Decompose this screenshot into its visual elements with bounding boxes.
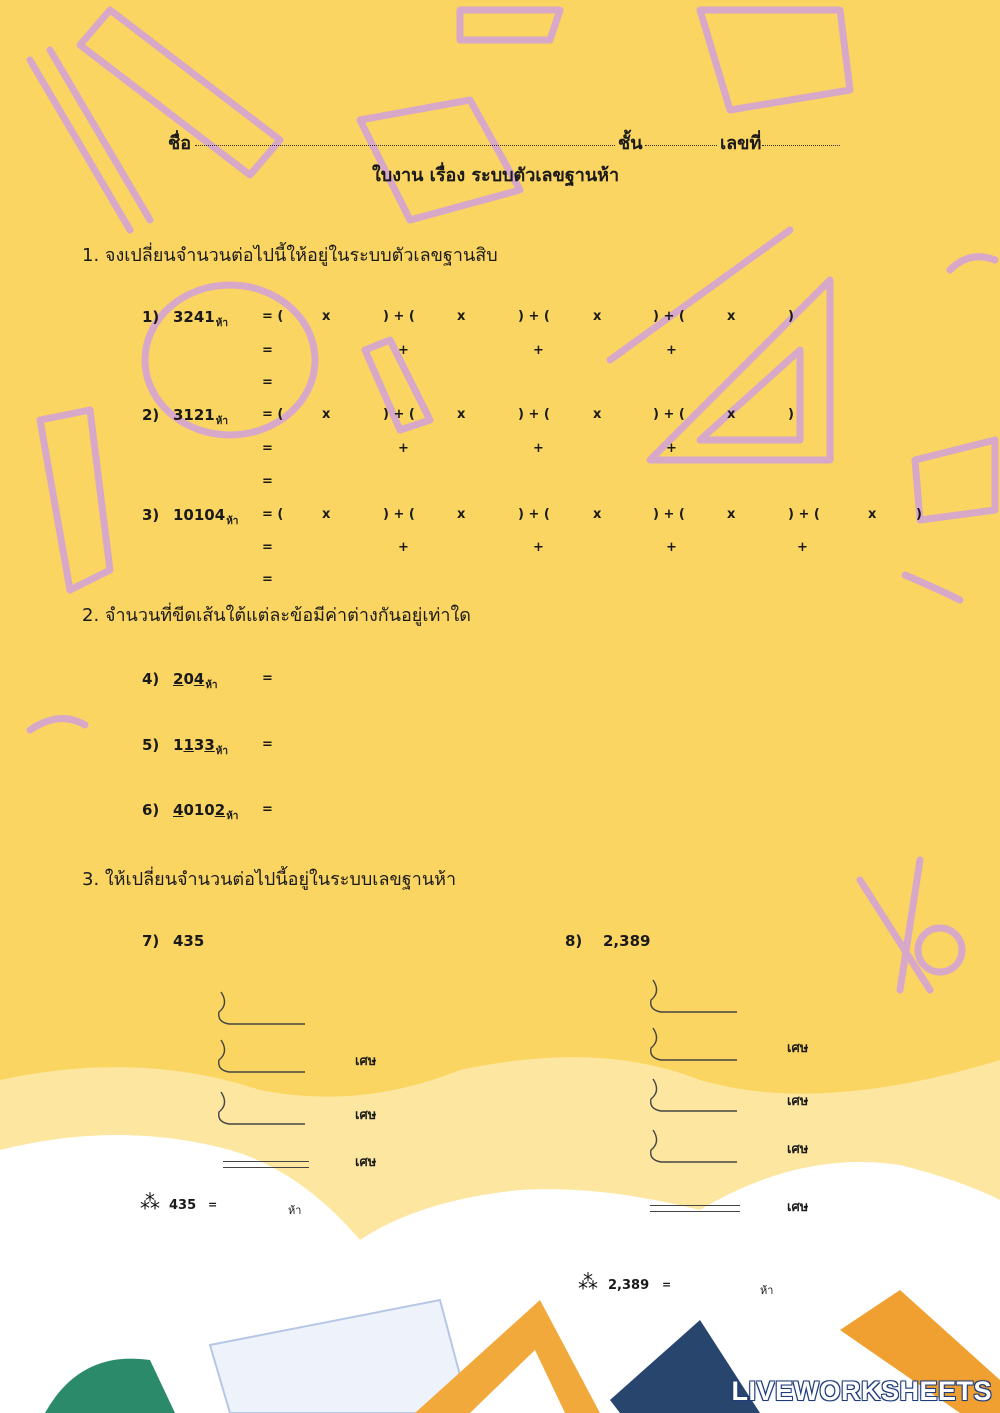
- joiner: ) + (: [653, 309, 685, 324]
- number-label: เลขที่: [720, 133, 762, 154]
- remainder-label: เศษ: [787, 1142, 809, 1157]
- item7-number: 435: [173, 932, 205, 950]
- remainder-label: เศษ: [787, 1200, 809, 1215]
- open-paren: = (: [262, 507, 284, 522]
- base-label: ห้า: [760, 1284, 774, 1297]
- close-paren: ): [916, 507, 922, 522]
- item3-label: 3): [142, 506, 160, 524]
- star-icon: ⁂: [140, 1190, 160, 1214]
- item4-number: $204_{ห้า}$: [173, 670, 218, 691]
- base-label: ห้า: [288, 1204, 302, 1217]
- times-sign: x: [322, 407, 331, 422]
- item2-number: $3121_{ห้า}$: [173, 406, 228, 427]
- division-bracket: [647, 1128, 737, 1168]
- clip-doodle: [30, 719, 85, 730]
- times-sign: x: [322, 309, 331, 324]
- pencil-doodle: [30, 60, 130, 230]
- eraser-doodle: [460, 10, 560, 40]
- equals-sign: =: [208, 1198, 218, 1211]
- plus-sign: +: [398, 343, 409, 358]
- open-paren: = (: [262, 309, 284, 324]
- times-sign: x: [322, 507, 331, 522]
- times-sign: x: [727, 507, 736, 522]
- item1-label: 1): [142, 308, 160, 326]
- division-bracket: [215, 1038, 305, 1078]
- joiner: ) + (: [518, 507, 550, 522]
- joiner: ) + (: [788, 507, 820, 522]
- division-bracket: [215, 1090, 305, 1130]
- times-sign: x: [727, 309, 736, 324]
- remainder-label: เศษ: [355, 1108, 377, 1123]
- item3-number: $10104_{ห้า}$: [173, 506, 239, 527]
- equals-sign: =: [262, 441, 273, 456]
- equals-sign: =: [262, 802, 273, 817]
- notebook-doodle: [700, 10, 850, 110]
- palette-doodle: [145, 285, 315, 435]
- times-sign: x: [457, 507, 466, 522]
- pen-doodle: [610, 230, 790, 360]
- item4-label: 4): [142, 670, 160, 688]
- joiner: ) + (: [518, 407, 550, 422]
- plus-sign: +: [398, 540, 409, 555]
- star-icon: ⁂: [578, 1270, 598, 1294]
- item6-number: $40102_{ห้า}$: [173, 801, 239, 822]
- times-sign: x: [593, 407, 602, 422]
- plus-sign: +: [533, 540, 544, 555]
- section3-heading: 3. ให้เปลี่ยนจำนวนต่อไปนี้อยู่ในระบบเลขฐานห้า: [82, 869, 457, 890]
- remainder-label: เศษ: [355, 1155, 377, 1170]
- remainder-label: เศษ: [787, 1094, 809, 1109]
- section1-heading: 1. จงเปลี่ยนจำนวนต่อไปนี้ให้อยู่ในระบบตัวเลขฐานสิบ: [82, 245, 498, 266]
- joiner: ) + (: [383, 407, 415, 422]
- plus-sign: +: [398, 441, 409, 456]
- class-blank[interactable]: [645, 145, 717, 146]
- scissors-doodle: [860, 860, 930, 990]
- double-line: [223, 1161, 309, 1168]
- close-paren: ): [788, 407, 794, 422]
- equals-sign: =: [262, 671, 273, 686]
- q8-answer-number: 2,389: [608, 1278, 650, 1293]
- plus-sign: +: [666, 540, 677, 555]
- equals-sign: =: [662, 1278, 672, 1291]
- times-sign: x: [457, 407, 466, 422]
- item5-label: 5): [142, 736, 160, 754]
- item5-number: $1133_{ห้า}$: [173, 736, 228, 757]
- division-bracket: [647, 978, 737, 1018]
- remainder-label: เศษ: [787, 1041, 809, 1056]
- item2-label: 2): [142, 406, 160, 424]
- times-sign: x: [593, 309, 602, 324]
- times-sign: x: [593, 507, 602, 522]
- open-paren: = (: [262, 407, 284, 422]
- plus-sign: +: [533, 343, 544, 358]
- times-sign: x: [727, 407, 736, 422]
- joiner: ) + (: [518, 309, 550, 324]
- item6-label: 6): [142, 801, 160, 819]
- class-label: ชั้น: [618, 133, 643, 154]
- number-blank[interactable]: [762, 145, 840, 146]
- division-bracket: [647, 1026, 737, 1066]
- plus-sign: +: [797, 540, 808, 555]
- plus-sign: +: [533, 441, 544, 456]
- worksheet-title: ใบงาน เรื่อง ระบบตัวเลขฐานห้า: [372, 165, 620, 186]
- division-bracket: [215, 990, 305, 1030]
- joiner: ) + (: [653, 507, 685, 522]
- item1-number: $3241_{ห้า}$: [173, 308, 228, 329]
- joiner: ) + (: [653, 407, 685, 422]
- joiner: ) + (: [383, 507, 415, 522]
- remainder-label: เศษ: [355, 1054, 377, 1069]
- equals-sign: =: [262, 737, 273, 752]
- liveworksheets-logo[interactable]: LIVEWORKSHEETS: [731, 1376, 992, 1406]
- times-sign: x: [868, 507, 877, 522]
- name-label: ชื่อ: [168, 133, 192, 154]
- item8-number: 2,389: [603, 932, 651, 950]
- test-tube-doodle: [40, 410, 110, 590]
- equals-sign: =: [262, 540, 273, 555]
- q7-answer-number: 435: [169, 1198, 197, 1213]
- name-blank[interactable]: [195, 145, 615, 146]
- equals-sign: =: [262, 343, 273, 358]
- equals-sign: =: [262, 572, 273, 587]
- division-bracket: [647, 1077, 737, 1117]
- section2-heading: 2. จำนวนที่ขีดเส้นใต้แต่ละข้อมีค่าต่างกันอยู่เท่าใด: [82, 605, 471, 626]
- calculator-doodle: [915, 440, 995, 520]
- joiner: ) + (: [383, 309, 415, 324]
- double-line: [650, 1205, 740, 1212]
- times-sign: x: [457, 309, 466, 324]
- close-paren: ): [788, 309, 794, 324]
- plus-sign: +: [666, 343, 677, 358]
- plus-sign: +: [666, 441, 677, 456]
- item8-label: 8): [565, 932, 583, 950]
- equals-sign: =: [262, 375, 273, 390]
- equals-sign: =: [262, 474, 273, 489]
- item7-label: 7): [142, 932, 160, 950]
